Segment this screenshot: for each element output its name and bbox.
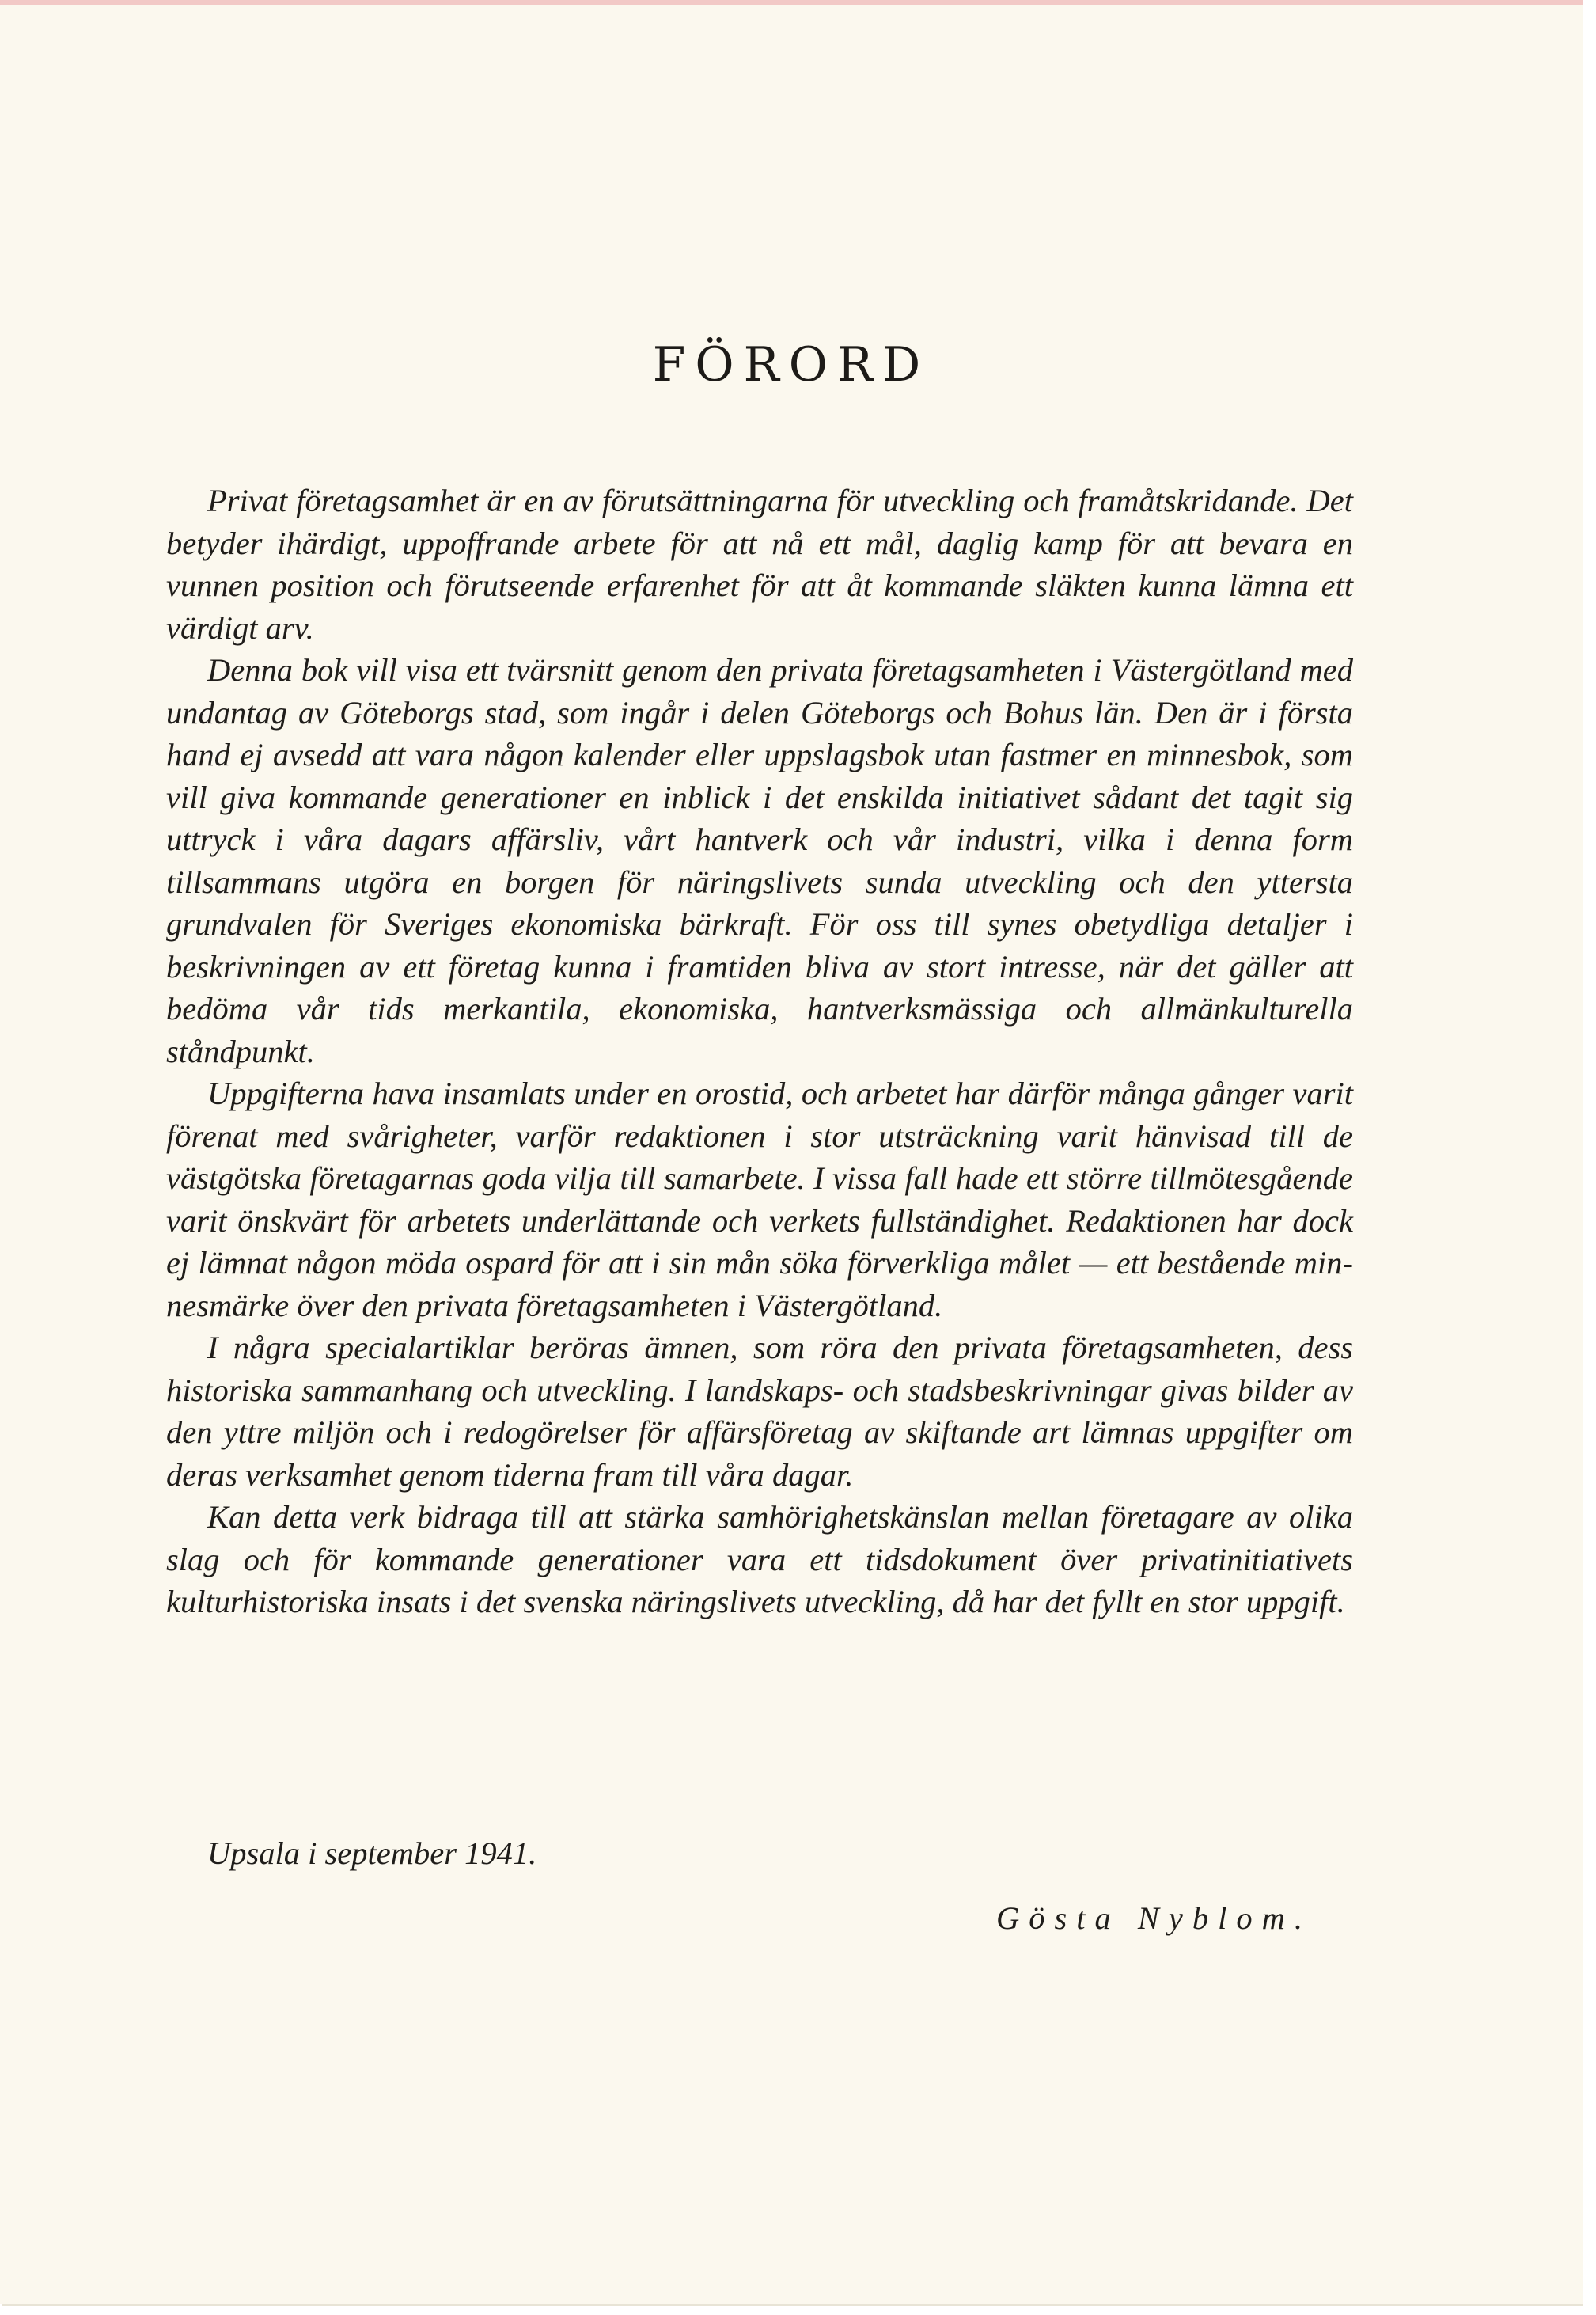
page-title: FÖRORD: [652, 337, 931, 393]
paragraph-2: Denna bok vill visa ett tvärsnitt genom den privata företagsamheten i Västergötland med undantag av Göteborgs stad, som ingår i delen Göteborgs och Bohus län. Den är i första hand ej avsedd att vara någon kalender eller uppslagsbok utan fastmer en minnesbok, som vill giva kommande generationer en inblick i det enskilda initiativet sådant det tagit sig uttryck i våra dagars affärsliv, vårt hantverk och vår industri, vilka i denna form tillsammans utgöra en borgen för näringslivets sunda utveckling och den yttersta grundvalen för Sveriges ekonomiska bärkraft. För oss till synes obetydliga detaljer i beskrivningen av ett företag kunna i framtiden bliva av stort intresse, när det gäller att bedöma vår tids merkantila, ekonomiska, hantverksmässiga och allmänkulturella ståndpunkt.: [166, 652, 1353, 1069]
scan-margin: [1583, 0, 1596, 2315]
paragraph-4: I några specialartiklar beröras ämnen, som röra den privata företagsamheten, dess historiska sammanhang och utveckling. I landskaps- och stadsbeskrivningar givas bilder av den yttre miljön och i redogörelser för affärsföretag av skiftande art lämnas uppgifter om deras verksamhet genom tiderna fram till våra dagar.: [166, 1330, 1353, 1493]
place-and-date: Upsala i september 1941.: [207, 1835, 537, 1871]
paragraph-1: Privat företagsamhet är en av förutsättningarna för utveckling och framåtskridande. Det betyder ihärdigt, uppoffrande arbete för att nå ett mål, daglig kamp för att bevara en vunnen position och förutseende erfarenhet för att åt kommande släkten kunna lämna ett värdigt arv.: [166, 483, 1353, 646]
foreword-body: [166, 480, 1353, 1623]
author-signature: Gösta Nyblom.: [996, 1900, 1312, 1936]
paragraph-5: Kan detta verk bidraga till att stärka samhörighetskänslan mellan företagare av olika slag och för kommande generationer vara ett tidsdokument över privatinitiativets kulturhistoriska insats i det svenska näringslivets utveckling, då har det fyllt en stor uppgift.: [166, 1499, 1353, 1619]
paragraph-3: Uppgifterna hava insamlats under en orostid, och arbetet har därför många gånger varit förenat med svårigheter, varför redaktionen i stor utsträckning varit hänvisad till de västgötska företagarnas goda vilja till samarbete. I vissa fall hade ett större tillmötesgående varit önskvärt för arbetets underlättande och verkets fullständighet. Redaktionen har dock ej lämnat någon möda ospard för att i sin mån söka förverkliga målet — ett bestående minnesmärke över den privata företagsamheten i Västergötland.: [166, 1076, 1353, 1323]
document-page: [0, 5, 1583, 2304]
